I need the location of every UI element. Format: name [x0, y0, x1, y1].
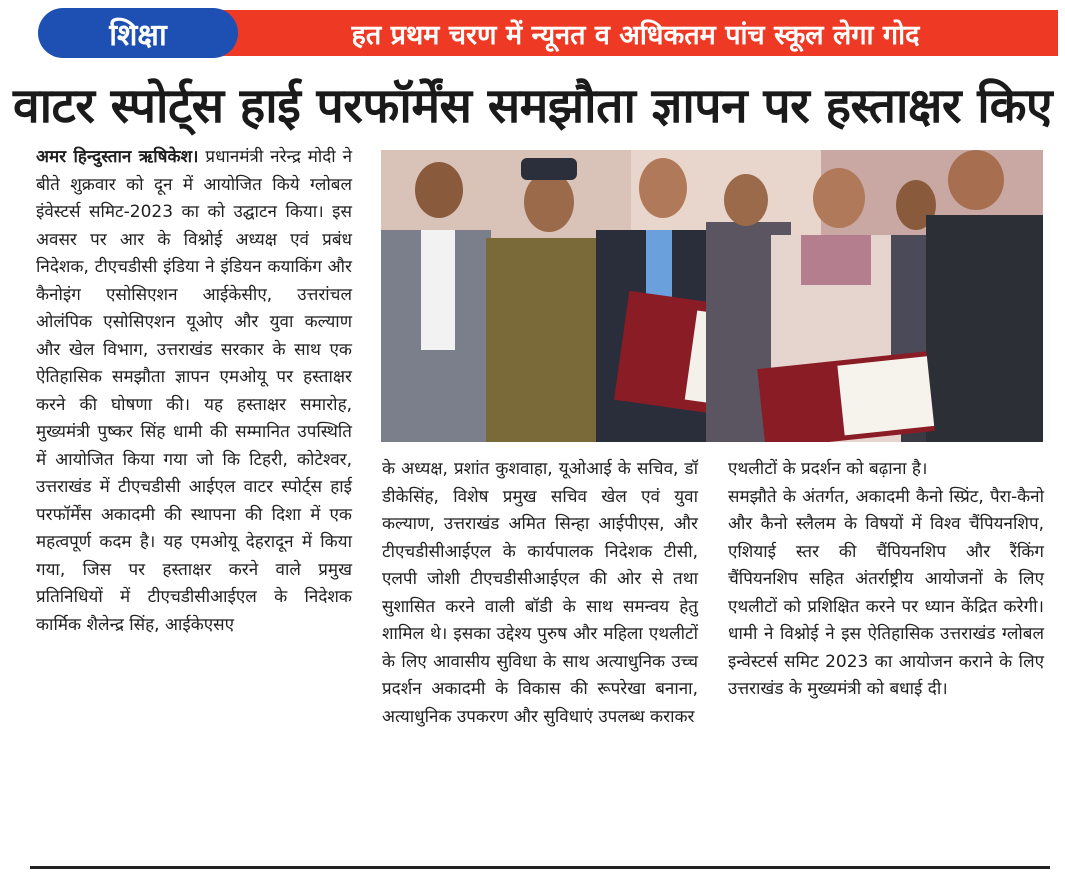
news-photo — [381, 150, 1043, 442]
column-3-paragraph-1: एथलीटों के प्रदर्शन को बढ़ाना है। — [728, 459, 928, 479]
column-3-paragraph-2: समझौते के अंतर्गत, अकादमी कैनो स्प्रिंट, पैरा-कैनो और कैनो स्लैलम के विषयों में विश्व चैंपियनशिप, एशियाई स्तर की चैंपियनशिप और रैंकिंग चैंपियनशिप सहित अंतर्राष्ट्रीय आयोजनों के लिए एथलीटों को प्रशिक्षित करने पर ध्यान केंद्रित करेगी। धामी ने विश्नोई ने इस ऐतिहासिक उत्तराखंड ग्लोबल इन्वेस्टर्स समिट 2023 का आयोजन कराने के लिए उत्तराखंड के मुख्यमंत्री को बधाई दी। — [728, 486, 1044, 699]
column-1-paragraph — [36, 144, 352, 639]
article-column-2 — [382, 456, 698, 731]
article-column-1 — [36, 144, 352, 639]
column-1-text: प्रधानमंत्री नरेन्द्र मोदी ने बीते शुक्रवार को दून में आयोजित किये ग्लोबल इंवेस्टर्स समिट-2023 का को उद्घाटन किया। इस अवसर पर आर के विश्नोई अध्यक्ष एवं प्रबंध निदेशक, टीएचडीसी इंडिया ने इंडियन कयाकिंग और कैनोइंग एसोसिएशन आईकेसीए, उत्तरांचल ओलंपिक एसोसिएशन यूओए और युवा कल्याण और खेल विभाग, उत्तराखंड सरकार के साथ एक ऐतिहासिक समझौता ज्ञापन एमओयू पर हस्ताक्षर करने की घोषणा की। यह हस्ताक्षर समारोह, मुख्यमंत्री पुष्कर सिंह धामी की सम्मानित उपस्थिति में आयोजित किया गया जो कि टिहरी, कोटेश्वर, उत्तराखंड में टीएचडीसी आईएल वाटर स्पोर्ट्स हाई परफॉर्मेंस अकादमी की स्थापना की दिशा में एक महत्वपूर्ण कदम है। यह एमओयू देहरादून में किया गया, जिस पर हस्ताक्षर करने वाले प्रमुख प्रतिनिधियों में टीएचडीसीआईएल के निदेशक कार्मिक शैलेन्द्र सिंह, आईकेएसए — [36, 147, 353, 635]
headline: वाटर स्पोर्ट्स हाई परफॉर्मेंस समझौता ज्ञापन पर हस्ताक्षर किए — [12, 78, 1053, 134]
dateline: अमर हिन्दुस्तान ऋषिकेश। — [36, 147, 199, 167]
section-tag: शिक्षा — [38, 8, 238, 58]
column-2-paragraph: के अध्यक्ष, प्रशांत कुशवाहा, यूओआई के सचिव, डॉ डीकेसिंह, विशेष प्रमुख सचिव खेल एवं युवा कल्याण, उत्तराखंड अमित सिन्हा आईपीएस, और टीएचडीसीआईएल के कार्यपालक निदेशक टीसी, एलपी जोशी टीएचडीसीआईएल की ओर से तथा सुशासित करने वाली बॉडी के साथ समन्वय हेतु शामिल थे। इसका उद्देश्य पुरुष और महिला एथलीटों के लिए आवासीय सुविधा के साथ अत्याधुनिक उच्च प्रदर्शन अकादमी के विकास की रूपरेखा बनाना, अत्याधुनिक उपकरण और सुविधाएं उपलब्ध कराकर — [382, 459, 698, 727]
mou-signing-photo — [381, 150, 1043, 442]
kicker-strap: हत प्रथम चरण में न्यूनत व अधिकतम पांच स्कूल लेगा गोद — [213, 10, 1058, 56]
bottom-divider — [30, 866, 1050, 869]
article-column-3 — [728, 456, 1044, 704]
section-header — [8, 8, 1058, 58]
